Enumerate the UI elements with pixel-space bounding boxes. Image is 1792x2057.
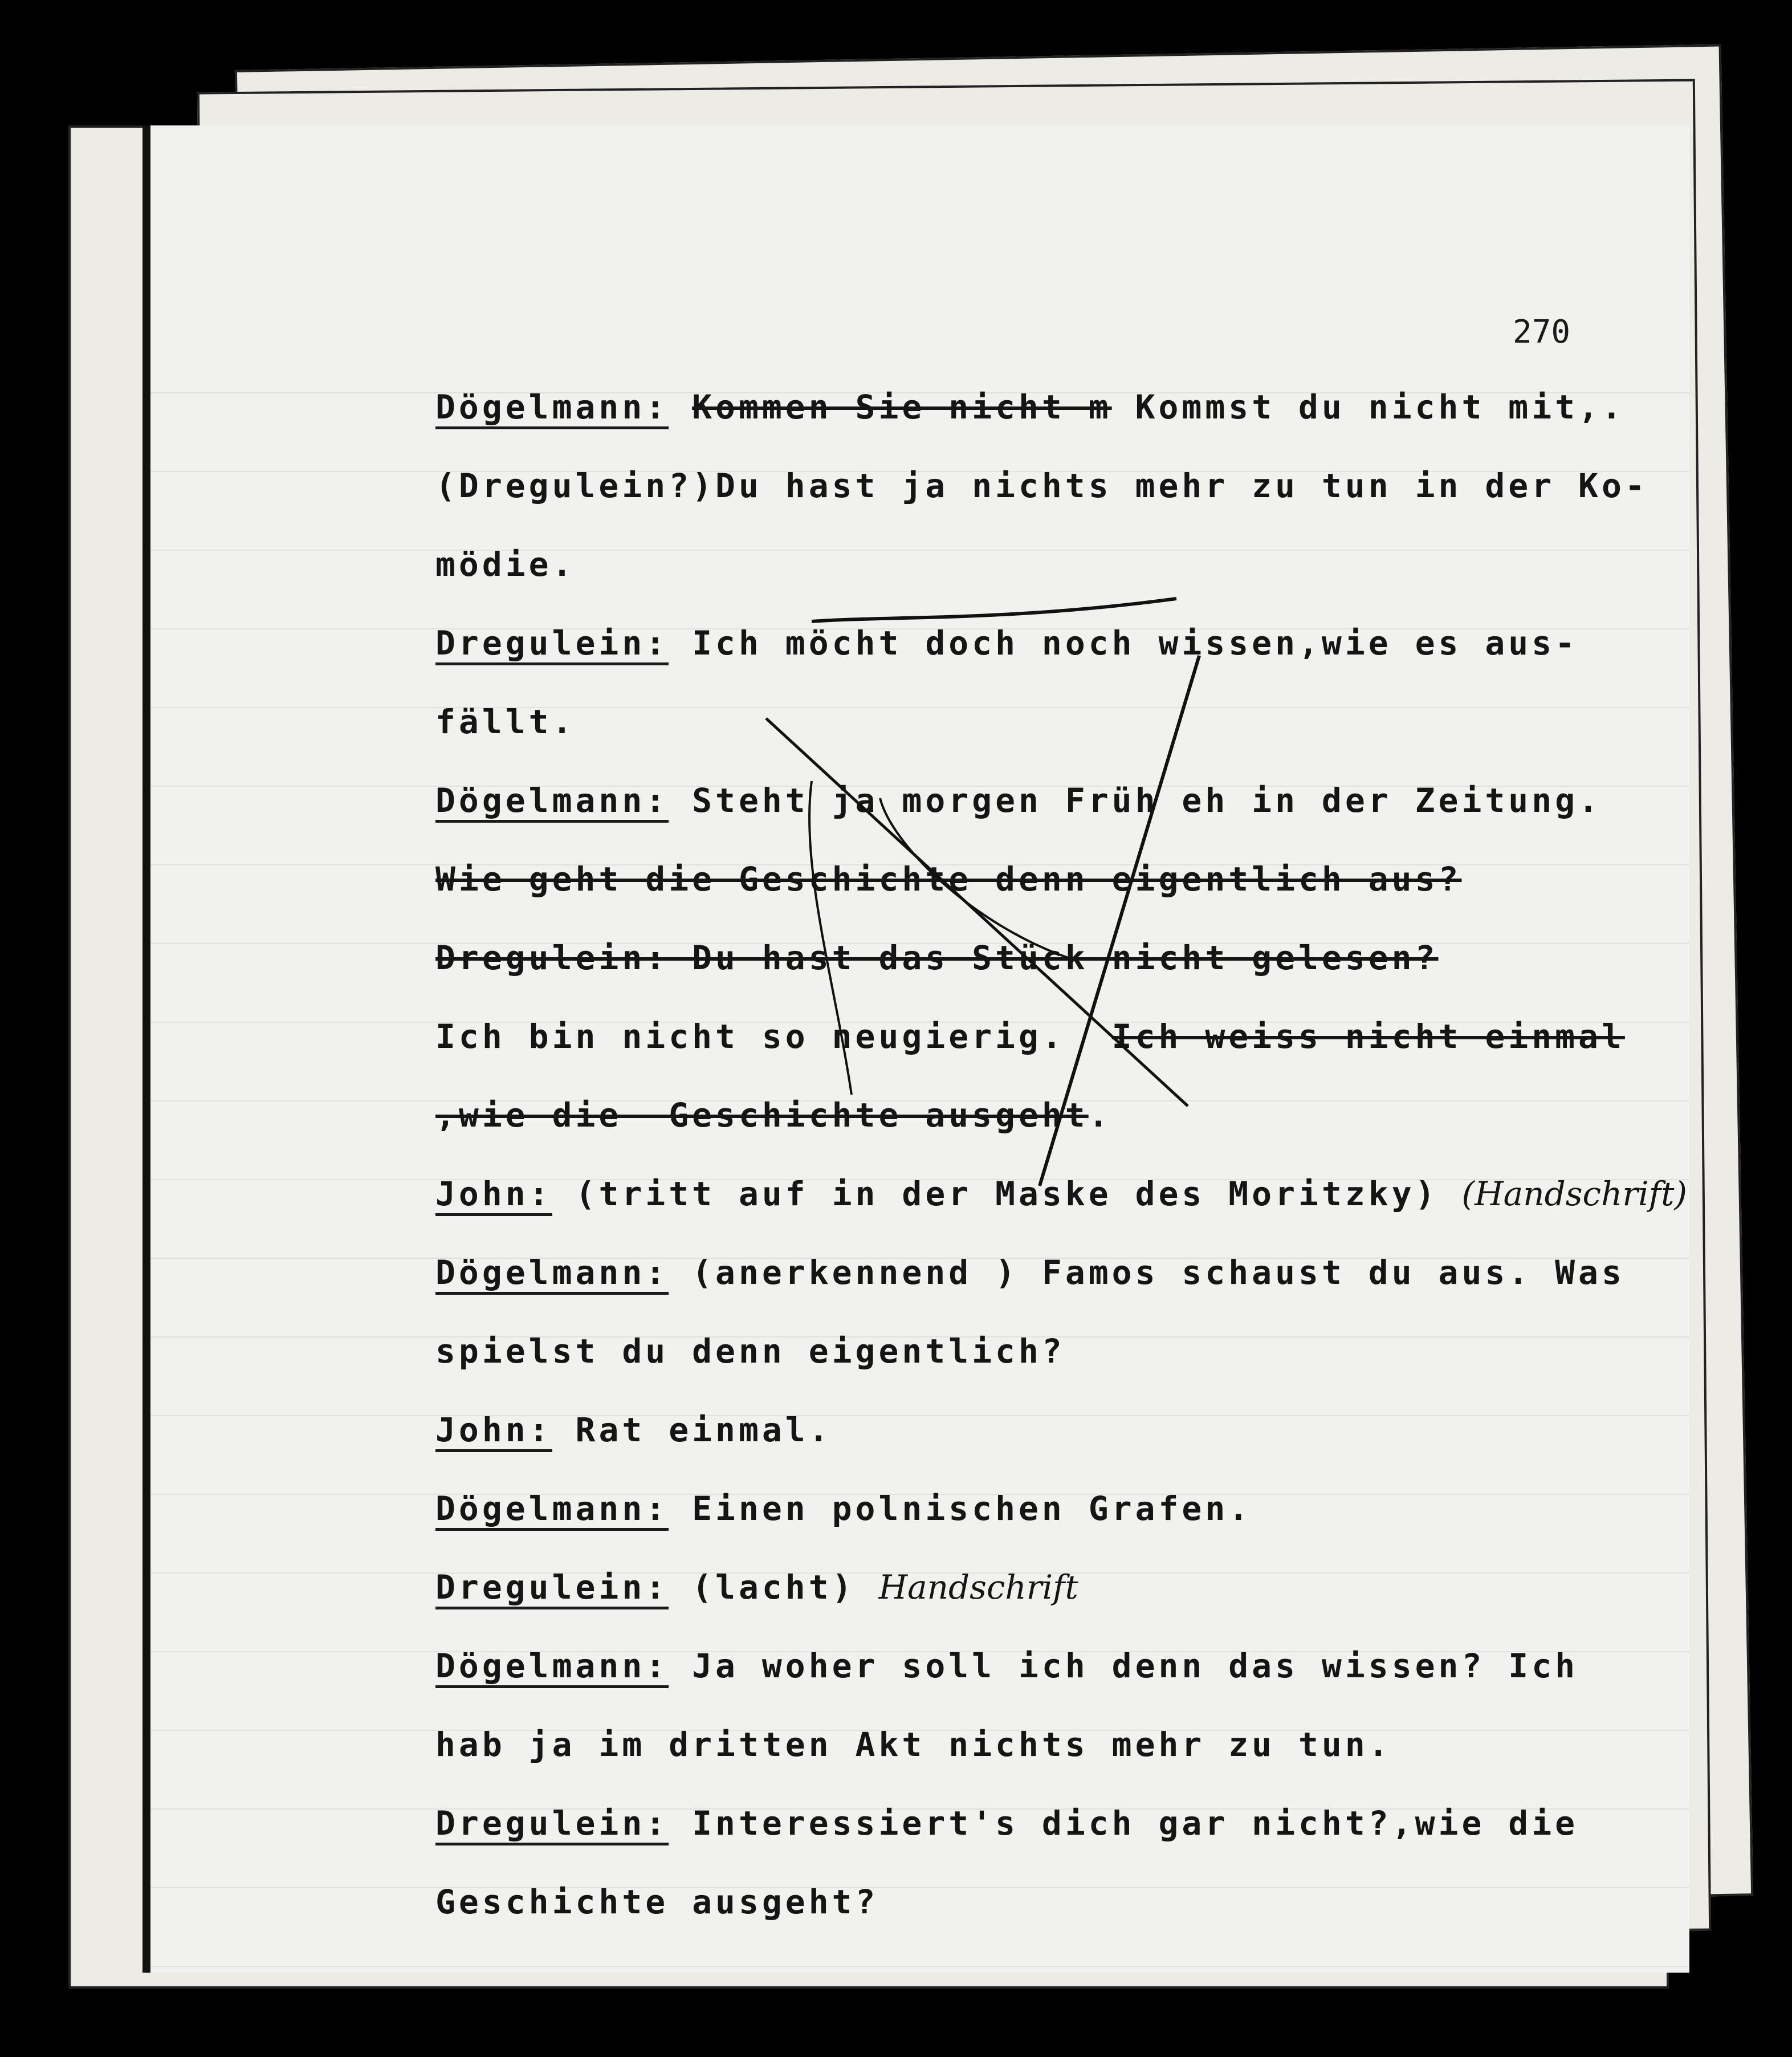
line-text: mödie. xyxy=(435,545,576,584)
pen-stroke-4 xyxy=(809,781,852,1095)
speaker-name: Dregulein: xyxy=(435,1804,669,1845)
speaker-name: Dögelmann: xyxy=(435,781,669,823)
struck-text: ,wie die Geschichte ausgeht xyxy=(435,1096,1089,1135)
pen-stroke-1 xyxy=(812,599,1176,621)
pen-stroke-3 xyxy=(1040,656,1199,1186)
pen-stroke-2 xyxy=(766,718,1188,1106)
handwritten-corrections xyxy=(150,125,1689,1973)
line-text: (lacht) xyxy=(692,1568,856,1607)
line-text: Ich bin nicht so neugierig. xyxy=(435,1017,1065,1056)
struck-text: Wie geht die Geschichte denn eigentlich aus? xyxy=(435,860,1462,899)
line-text: (tritt auf in der Maske des Moritzky) xyxy=(575,1174,1439,1213)
struck-text: Dregulein: Du hast das Stück nicht gelesen? xyxy=(435,938,1439,977)
line-text: Einen polnischen Grafen. xyxy=(692,1489,1252,1528)
line-text: (anerkennend ) Famos schaust du aus. Was xyxy=(692,1253,1625,1292)
typescript-page xyxy=(142,125,1689,1973)
line-text: Rat einmal. xyxy=(575,1410,832,1449)
speaker-name: Dregulein: xyxy=(435,624,669,665)
line-text: (Dregulein?)Du hast ja nichts mehr zu tun in der Ko- xyxy=(435,466,1648,505)
speaker-name: Dögelmann: xyxy=(435,1489,669,1531)
page-number: 270 xyxy=(1513,314,1571,351)
speaker-name: Dregulein: xyxy=(435,1568,669,1609)
speaker-name: John: xyxy=(435,1174,552,1216)
handwritten-note: Handschrift xyxy=(878,1568,1078,1607)
line-text: Kommst du nicht mit,. xyxy=(1135,388,1625,426)
pen-stroke-5 xyxy=(880,798,1068,958)
line-text: fällt. xyxy=(435,702,576,741)
line-text: spielst du denn eigentlich? xyxy=(435,1332,1065,1371)
line-text: Ja woher soll ich denn das wissen? Ich xyxy=(692,1647,1579,1685)
line-text: Steht ja morgen Früh eh in der Zeitung. xyxy=(692,781,1602,820)
struck-text: Ich weiss nicht einmal xyxy=(1111,1017,1625,1056)
line-text: hab ja im dritten Akt nichts mehr zu tun. xyxy=(435,1725,1392,1764)
struck-text: Kommen Sie nicht m xyxy=(692,388,1112,426)
speaker-name: Dögelmann: xyxy=(435,388,669,429)
line-text: . xyxy=(1088,1096,1112,1135)
line-text: Interessiert's dich gar nicht?,wie die xyxy=(692,1804,1579,1843)
speaker-name: Dögelmann: xyxy=(435,1647,669,1688)
speaker-name: John: xyxy=(435,1410,552,1452)
line-text: Ich möcht doch noch wissen,wie es aus- xyxy=(692,624,1579,662)
speaker-name: Dögelmann: xyxy=(435,1253,669,1295)
line-text: Geschichte ausgeht? xyxy=(435,1883,879,1921)
handwritten-note: (Handschrift) xyxy=(1461,1174,1688,1213)
